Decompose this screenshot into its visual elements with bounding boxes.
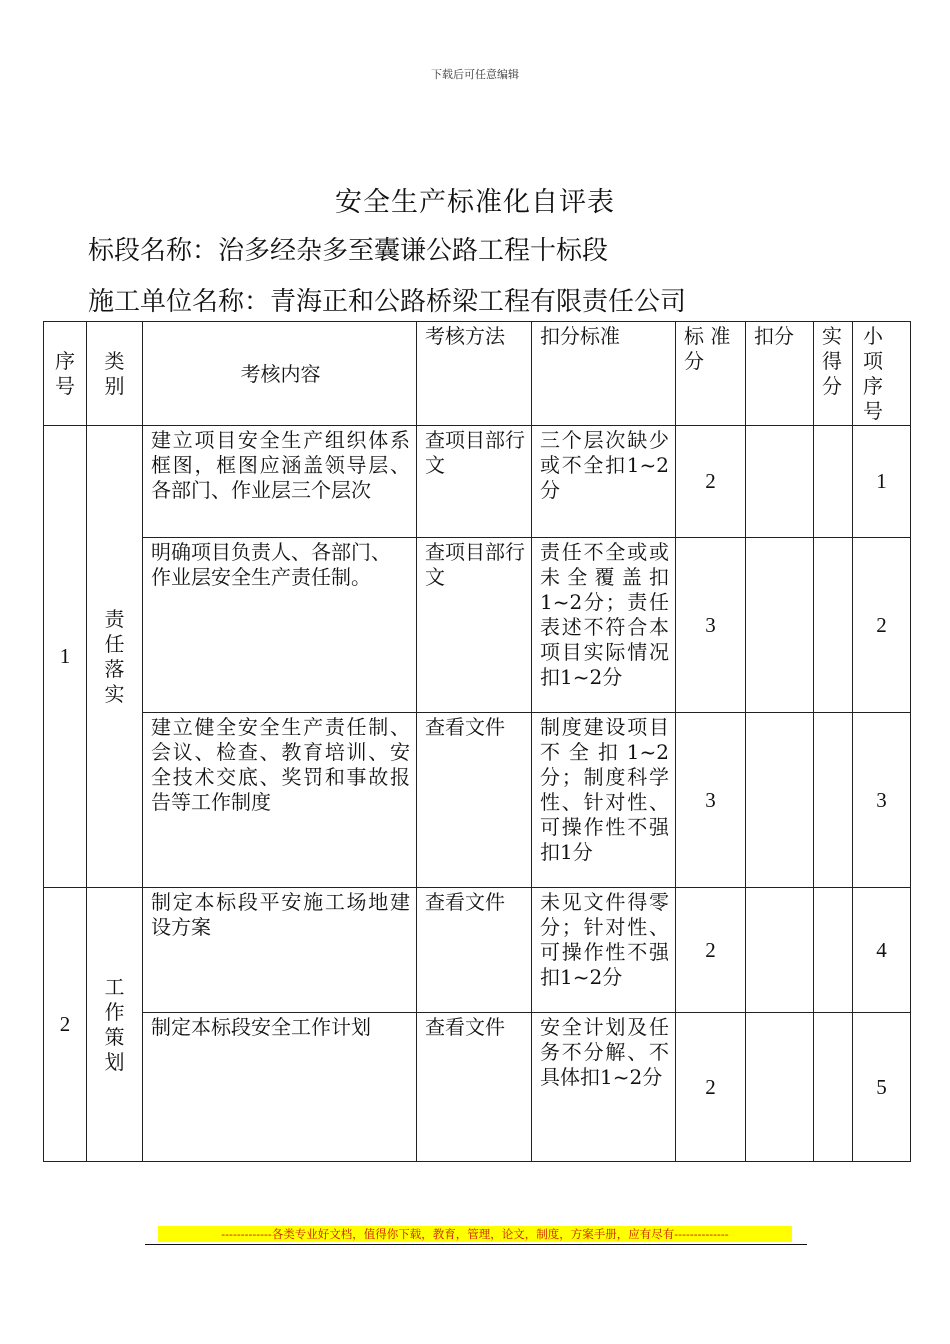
header-category: 类别 xyxy=(87,322,143,426)
header-standard-score: 标 准 分 xyxy=(676,322,746,426)
row-deduction-standard: 安全计划及任务不分解、不具体扣1~2分 xyxy=(532,1013,676,1162)
table-row xyxy=(44,538,911,713)
row-method: 查项目部行文 xyxy=(417,426,532,538)
group-seq: 1 xyxy=(44,426,87,888)
document-title: 安全生产标准化自评表 xyxy=(335,187,615,218)
row-content: 建立健全安全生产责任制、会议、检查、教育培训、安全技术交底、奖罚和事故报告等工作制度 xyxy=(143,713,417,888)
table-row xyxy=(44,713,911,888)
table-row xyxy=(44,888,911,1013)
row-deduction-standard: 三个层次缺少或不全扣1~2分 xyxy=(532,426,676,538)
group-seq: 2 xyxy=(44,888,87,1162)
row-content: 明确项目负责人、各部门、 作业层安全生产责任制。 xyxy=(143,538,417,713)
table-header-row xyxy=(44,322,911,426)
row-standard-score: 3 xyxy=(676,538,746,713)
row-item-no: 1 xyxy=(853,426,911,538)
row-deduction xyxy=(746,1013,814,1162)
row-standard-score: 2 xyxy=(676,888,746,1013)
row-content: 制定本标段平安施工场地建设方案 xyxy=(143,888,417,1013)
row-actual-score xyxy=(814,888,853,1013)
table-row xyxy=(44,426,911,538)
header-seq: 序号 xyxy=(44,322,87,426)
header-method: 考核方法 xyxy=(417,322,532,426)
header-actual-score: 实得分 xyxy=(814,322,853,426)
table-row xyxy=(44,1013,911,1162)
row-deduction xyxy=(746,713,814,888)
page-header-note: 下载后可任意编辑 xyxy=(431,68,519,81)
row-item-no: 2 xyxy=(853,538,911,713)
row-method: 查项目部行文 xyxy=(417,538,532,713)
row-actual-score xyxy=(814,426,853,538)
group-category: 责任落实 xyxy=(87,426,143,888)
row-item-no: 4 xyxy=(853,888,911,1013)
group-category: 工作策划 xyxy=(87,888,143,1162)
row-method: 查看文件 xyxy=(417,713,532,888)
row-item-no: 5 xyxy=(853,1013,911,1162)
row-method: 查看文件 xyxy=(417,888,532,1013)
row-deduction-standard: 制度建设项目不全扣1~2分；制度科学性、针对性、可操作性不强扣1分 xyxy=(532,713,676,888)
row-item-no: 3 xyxy=(853,713,911,888)
row-standard-score: 2 xyxy=(676,426,746,538)
footer-promo-banner: -------------各类专业好文档，值得你下载，教育，管理，论文，制度，方案手册，应有尽有-------------- xyxy=(158,1226,792,1242)
footer-divider xyxy=(145,1244,807,1245)
row-method: 查看文件 xyxy=(417,1013,532,1162)
row-deduction xyxy=(746,538,814,713)
row-actual-score xyxy=(814,1013,853,1162)
row-deduction-standard: 责任不全或或未全覆盖扣1~2分；责任表述不符合本项目实际情况扣1~2分 xyxy=(532,538,676,713)
row-content: 建立项目安全生产组织体系框图，框图应涵盖领导层、各部门、作业层三个层次 xyxy=(143,426,417,538)
self-evaluation-table xyxy=(43,321,911,1162)
header-deduction-standard: 扣分标准 xyxy=(532,322,676,426)
row-deduction-standard: 未见文件得零分；针对性、可操作性不强扣1~2分 xyxy=(532,888,676,1013)
section-name: 标段名称：治多经杂多至囊谦公路工程十标段 xyxy=(88,236,609,266)
header-item-no: 小项序号 xyxy=(853,322,911,426)
row-deduction xyxy=(746,888,814,1013)
row-deduction xyxy=(746,426,814,538)
row-actual-score xyxy=(814,538,853,713)
row-standard-score: 2 xyxy=(676,1013,746,1162)
company-name: 施工单位名称：青海正和公路桥梁工程有限责任公司 xyxy=(88,287,687,317)
header-deduction: 扣分 xyxy=(746,322,814,426)
row-standard-score: 3 xyxy=(676,713,746,888)
row-actual-score xyxy=(814,713,853,888)
header-content: 考核内容 xyxy=(143,322,417,426)
row-content: 制定本标段安全工作计划 xyxy=(143,1013,417,1162)
